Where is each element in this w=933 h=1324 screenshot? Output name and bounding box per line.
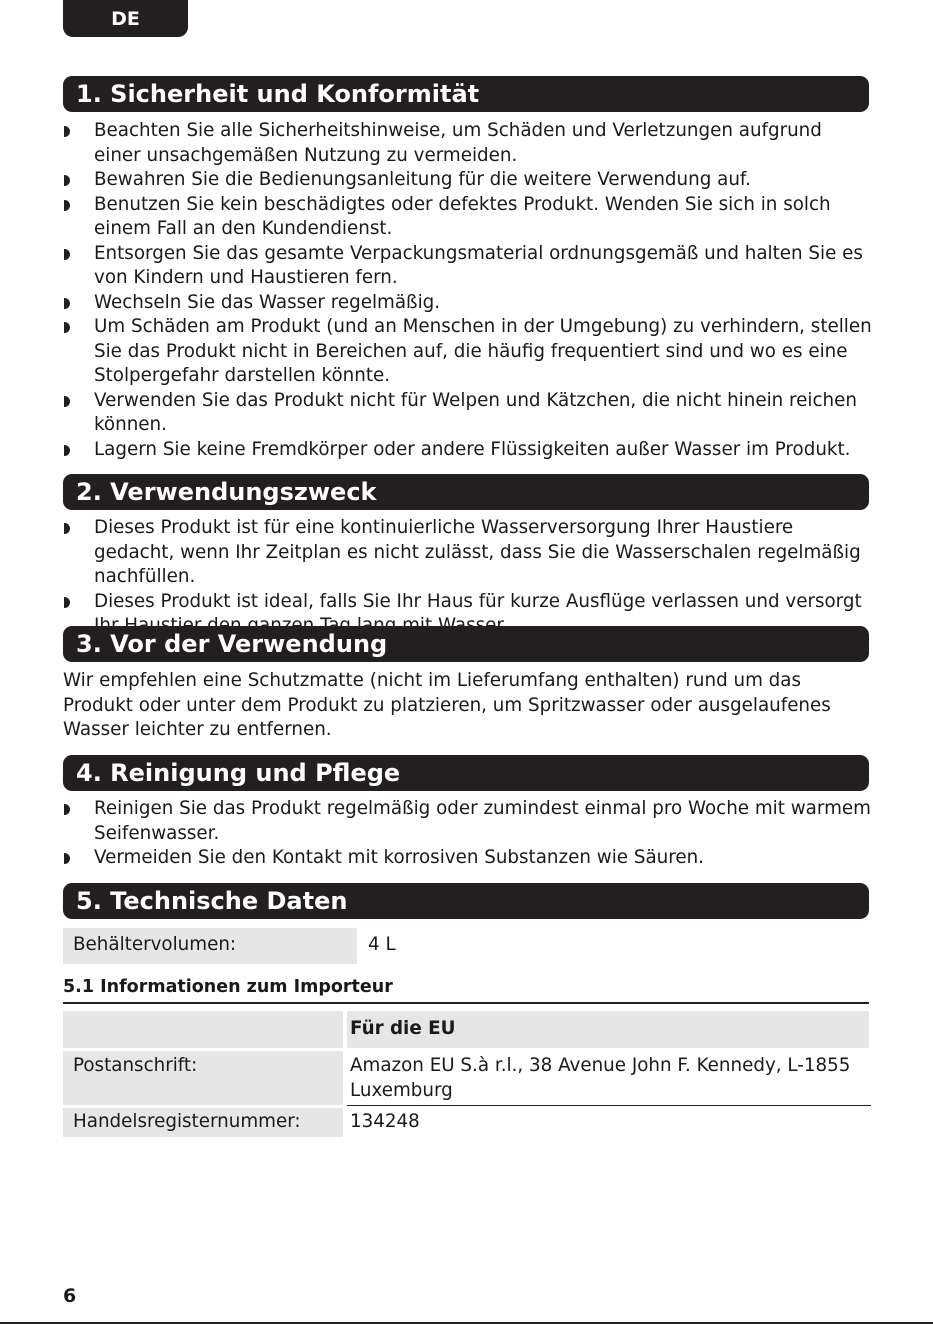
section-heading-technical-data: 5. Technische Daten	[63, 883, 869, 919]
bullet-marker-icon	[64, 804, 70, 815]
list-item: Reinigen Sie das Produkt regelmäßig oder zumindest einmal pro Woche mit warmem Seifenwasser.	[63, 797, 873, 846]
importer-subheading: 5.1 Informationen zum Importeur	[63, 974, 869, 1004]
trade-register-label: Handelsregisternummer:	[63, 1108, 343, 1137]
bullet-marker-icon	[64, 200, 70, 211]
bullet-marker-icon	[64, 322, 70, 333]
bullet-marker-icon	[64, 445, 70, 456]
postal-address-value: Amazon EU S.à r.l., 38 Avenue John F. Kennedy, L-1855 Luxemburg	[347, 1051, 871, 1106]
bullet-marker-icon	[64, 396, 70, 407]
bullet-marker-icon	[64, 298, 70, 309]
section-heading-before-use: 3. Vor der Verwendung	[63, 626, 869, 662]
before-use-text: Wir empfehlen eine Schutzmatte (nicht im Lieferumfang enthalten) rund um das Produkt oder unter dem Produkt zu platzieren, um Spritzwasser oder ausgelaufenes Wasser leichter zu entfernen.	[63, 670, 831, 740]
list-item: Beachten Sie alle Sicherheitshinweise, um Schäden und Verletzungen aufgrund einer unsachgemäßen Nutzung zu vermeiden.	[63, 119, 873, 168]
list-item: Bewahren Sie die Bedienungsanleitung für die weitere Verwendung auf.	[63, 168, 873, 193]
bullet-marker-icon	[64, 249, 70, 260]
list-item: Dieses Produkt ist ideal, falls Sie Ihr Haus für kurze Ausflüge verlassen und versorgt	[63, 590, 873, 639]
list-item: Vermeiden Sie den Kontakt mit korrosiven Substanzen wie Säuren.	[63, 846, 873, 871]
spec-row	[63, 928, 869, 964]
spec-label: Behältervolumen:	[63, 928, 357, 964]
bullet-marker-icon	[64, 523, 70, 534]
table-header-empty-cell	[63, 1011, 343, 1048]
list-item: Verwenden Sie das Produkt nicht für Welpen und Kätzchen, die nicht hinein reichen können.	[63, 389, 873, 438]
section-heading-intended-use: 2. Verwendungszweck	[63, 474, 869, 510]
list-item: Um Schäden am Produkt (und an Menschen in der Umgebung) zu verhindern, stellen Sie das Produkt nicht in Bereichen auf, die häufig frequentiert sind und wo es eine Stolpergefahr darstellen könnte.	[63, 315, 873, 389]
table-header-eu: Für die EU	[347, 1011, 869, 1048]
bullet-marker-icon	[64, 175, 70, 186]
list-item: Entsorgen Sie das gesamte Verpackungsmaterial ordnungsgemäß und halten Sie es von Kindern und Haustieren fern.	[63, 242, 873, 291]
postal-address-label: Postanschrift:	[63, 1051, 343, 1105]
page-number: 6	[63, 1285, 77, 1307]
bullet-marker-icon	[64, 126, 70, 137]
section-heading-cleaning: 4. Reinigung und Pflege	[63, 755, 869, 791]
language-tab: DE	[63, 0, 188, 37]
list-item: Dieses Produkt ist für eine kontinuierliche Wasserversorgung Ihrer Haustiere gedacht, wenn Ihr Zeitplan es nicht zulässt, dass Sie die Wasserschalen regelmäßig nachfüllen.	[63, 516, 873, 590]
cleaning-list	[63, 797, 873, 871]
section-heading-safety: 1. Sicherheit und Konformität	[63, 76, 869, 112]
list-item: Benutzen Sie kein beschädigtes oder defektes Produkt. Wenden Sie sich in solch einem Fall an den Kundendienst.	[63, 193, 873, 242]
list-item: Wechseln Sie das Wasser regelmäßig.	[63, 291, 873, 316]
bullet-marker-icon	[64, 853, 70, 864]
trade-register-value: 134248	[350, 1111, 420, 1132]
intended-use-list	[63, 516, 873, 639]
list-item: Lagern Sie keine Fremdkörper oder andere Flüssigkeiten außer Wasser im Produkt.	[63, 438, 873, 463]
bullet-marker-icon	[64, 597, 70, 608]
spec-value: 4 L	[368, 934, 396, 955]
safety-list	[63, 119, 873, 462]
